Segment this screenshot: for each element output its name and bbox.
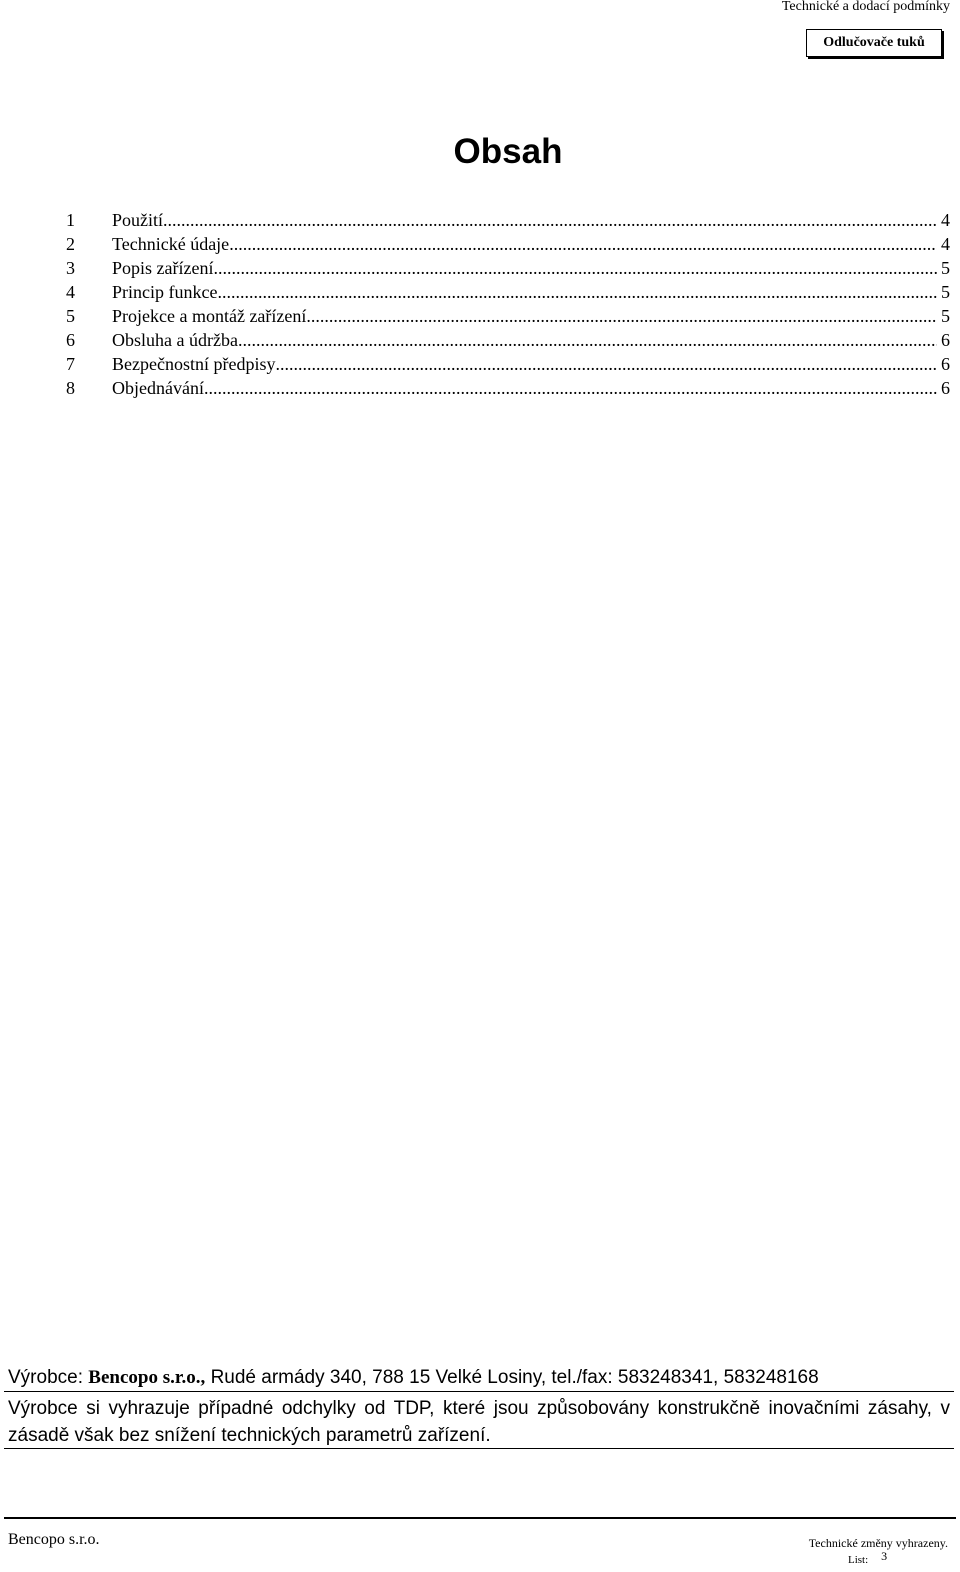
toc-leader-dots <box>238 328 937 352</box>
toc-entry-page: 4 <box>941 210 950 230</box>
footer-changes-note: Technické změny vyhrazeny. <box>808 1536 948 1550</box>
toc-leader-dots <box>204 376 937 400</box>
toc-entry[interactable] <box>66 256 950 280</box>
toc-entry-page: 6 <box>941 354 950 374</box>
toc-entry-number: 1 <box>66 210 75 230</box>
toc-entry-number: 7 <box>66 354 75 374</box>
toc-entry-page: 6 <box>941 378 950 398</box>
toc-entry-page: 6 <box>941 330 950 350</box>
manufacturer-company: Bencopo s.r.o., <box>88 1367 206 1388</box>
divider <box>4 1391 954 1392</box>
toc-entry[interactable] <box>66 280 950 304</box>
toc-entry-label: Princip funkce <box>112 282 218 302</box>
toc-entry-label: Projekce a montáž zařízení <box>112 306 307 326</box>
toc-entry-number: 6 <box>66 330 75 350</box>
divider <box>4 1448 954 1449</box>
toc-entry-number: 3 <box>66 258 75 278</box>
manufacturer-line <box>8 1365 952 1391</box>
footer-company: Bencopo s.r.o. <box>8 1531 100 1548</box>
toc-entry-label: Objednávání <box>112 378 204 398</box>
toc-entry-number: 4 <box>66 282 75 302</box>
toc-leader-dots <box>163 208 937 232</box>
toc-leader-dots <box>275 352 937 376</box>
header-document-type: Technické a dodací podmínky <box>781 0 950 14</box>
manufacturer-notice: Výrobce si vyhrazuje případné odchylky od TDP, které jsou způsobovány konstrukčně inovačními zásahy, v zásadě však bez snížení technických parametrů zařízení. <box>8 1398 950 1446</box>
toc-entry[interactable] <box>66 376 950 400</box>
toc-entry[interactable] <box>66 232 950 256</box>
toc-leader-dots <box>229 232 937 256</box>
toc-entry-label: Bezpečnostní předpisy <box>112 354 276 374</box>
footer-divider <box>4 1517 956 1519</box>
toc-entry[interactable] <box>66 208 950 232</box>
toc-entry-number: 8 <box>66 378 75 398</box>
toc-entry-page: 5 <box>941 282 950 302</box>
toc-entry-page: 4 <box>941 234 950 254</box>
toc-entry-label: Technické údaje <box>112 234 230 254</box>
manufacturer-label: Výrobce: <box>8 1367 83 1388</box>
toc-entry-number: 5 <box>66 306 75 326</box>
toc-entry[interactable] <box>66 304 950 328</box>
table-of-contents <box>66 208 950 400</box>
toc-entry-label: Obsluha a údržba <box>112 330 238 350</box>
toc-entry-number: 2 <box>66 234 75 254</box>
header-product-badge: Odlučovače tuků <box>806 29 942 57</box>
toc-leader-dots <box>306 304 937 328</box>
toc-entry-label: Popis zařízení <box>112 258 214 278</box>
toc-entry-page: 5 <box>941 258 950 278</box>
footer-page-info <box>848 1549 888 1567</box>
toc-entry-page: 5 <box>941 306 950 326</box>
manufacturer-address: Rudé armády 340, 788 15 Velké Losiny, tel./fax: 583248341, 583248168 <box>210 1367 819 1388</box>
toc-leader-dots <box>213 256 937 280</box>
page-title: Obsah <box>453 132 563 171</box>
footer-page-number: 3 <box>881 1549 888 1563</box>
toc-leader-dots <box>217 280 937 304</box>
toc-entry[interactable] <box>66 328 950 352</box>
toc-entry-label: Použití <box>112 210 164 230</box>
toc-entry[interactable] <box>66 352 950 376</box>
footer-page-label: List: <box>848 1554 869 1566</box>
